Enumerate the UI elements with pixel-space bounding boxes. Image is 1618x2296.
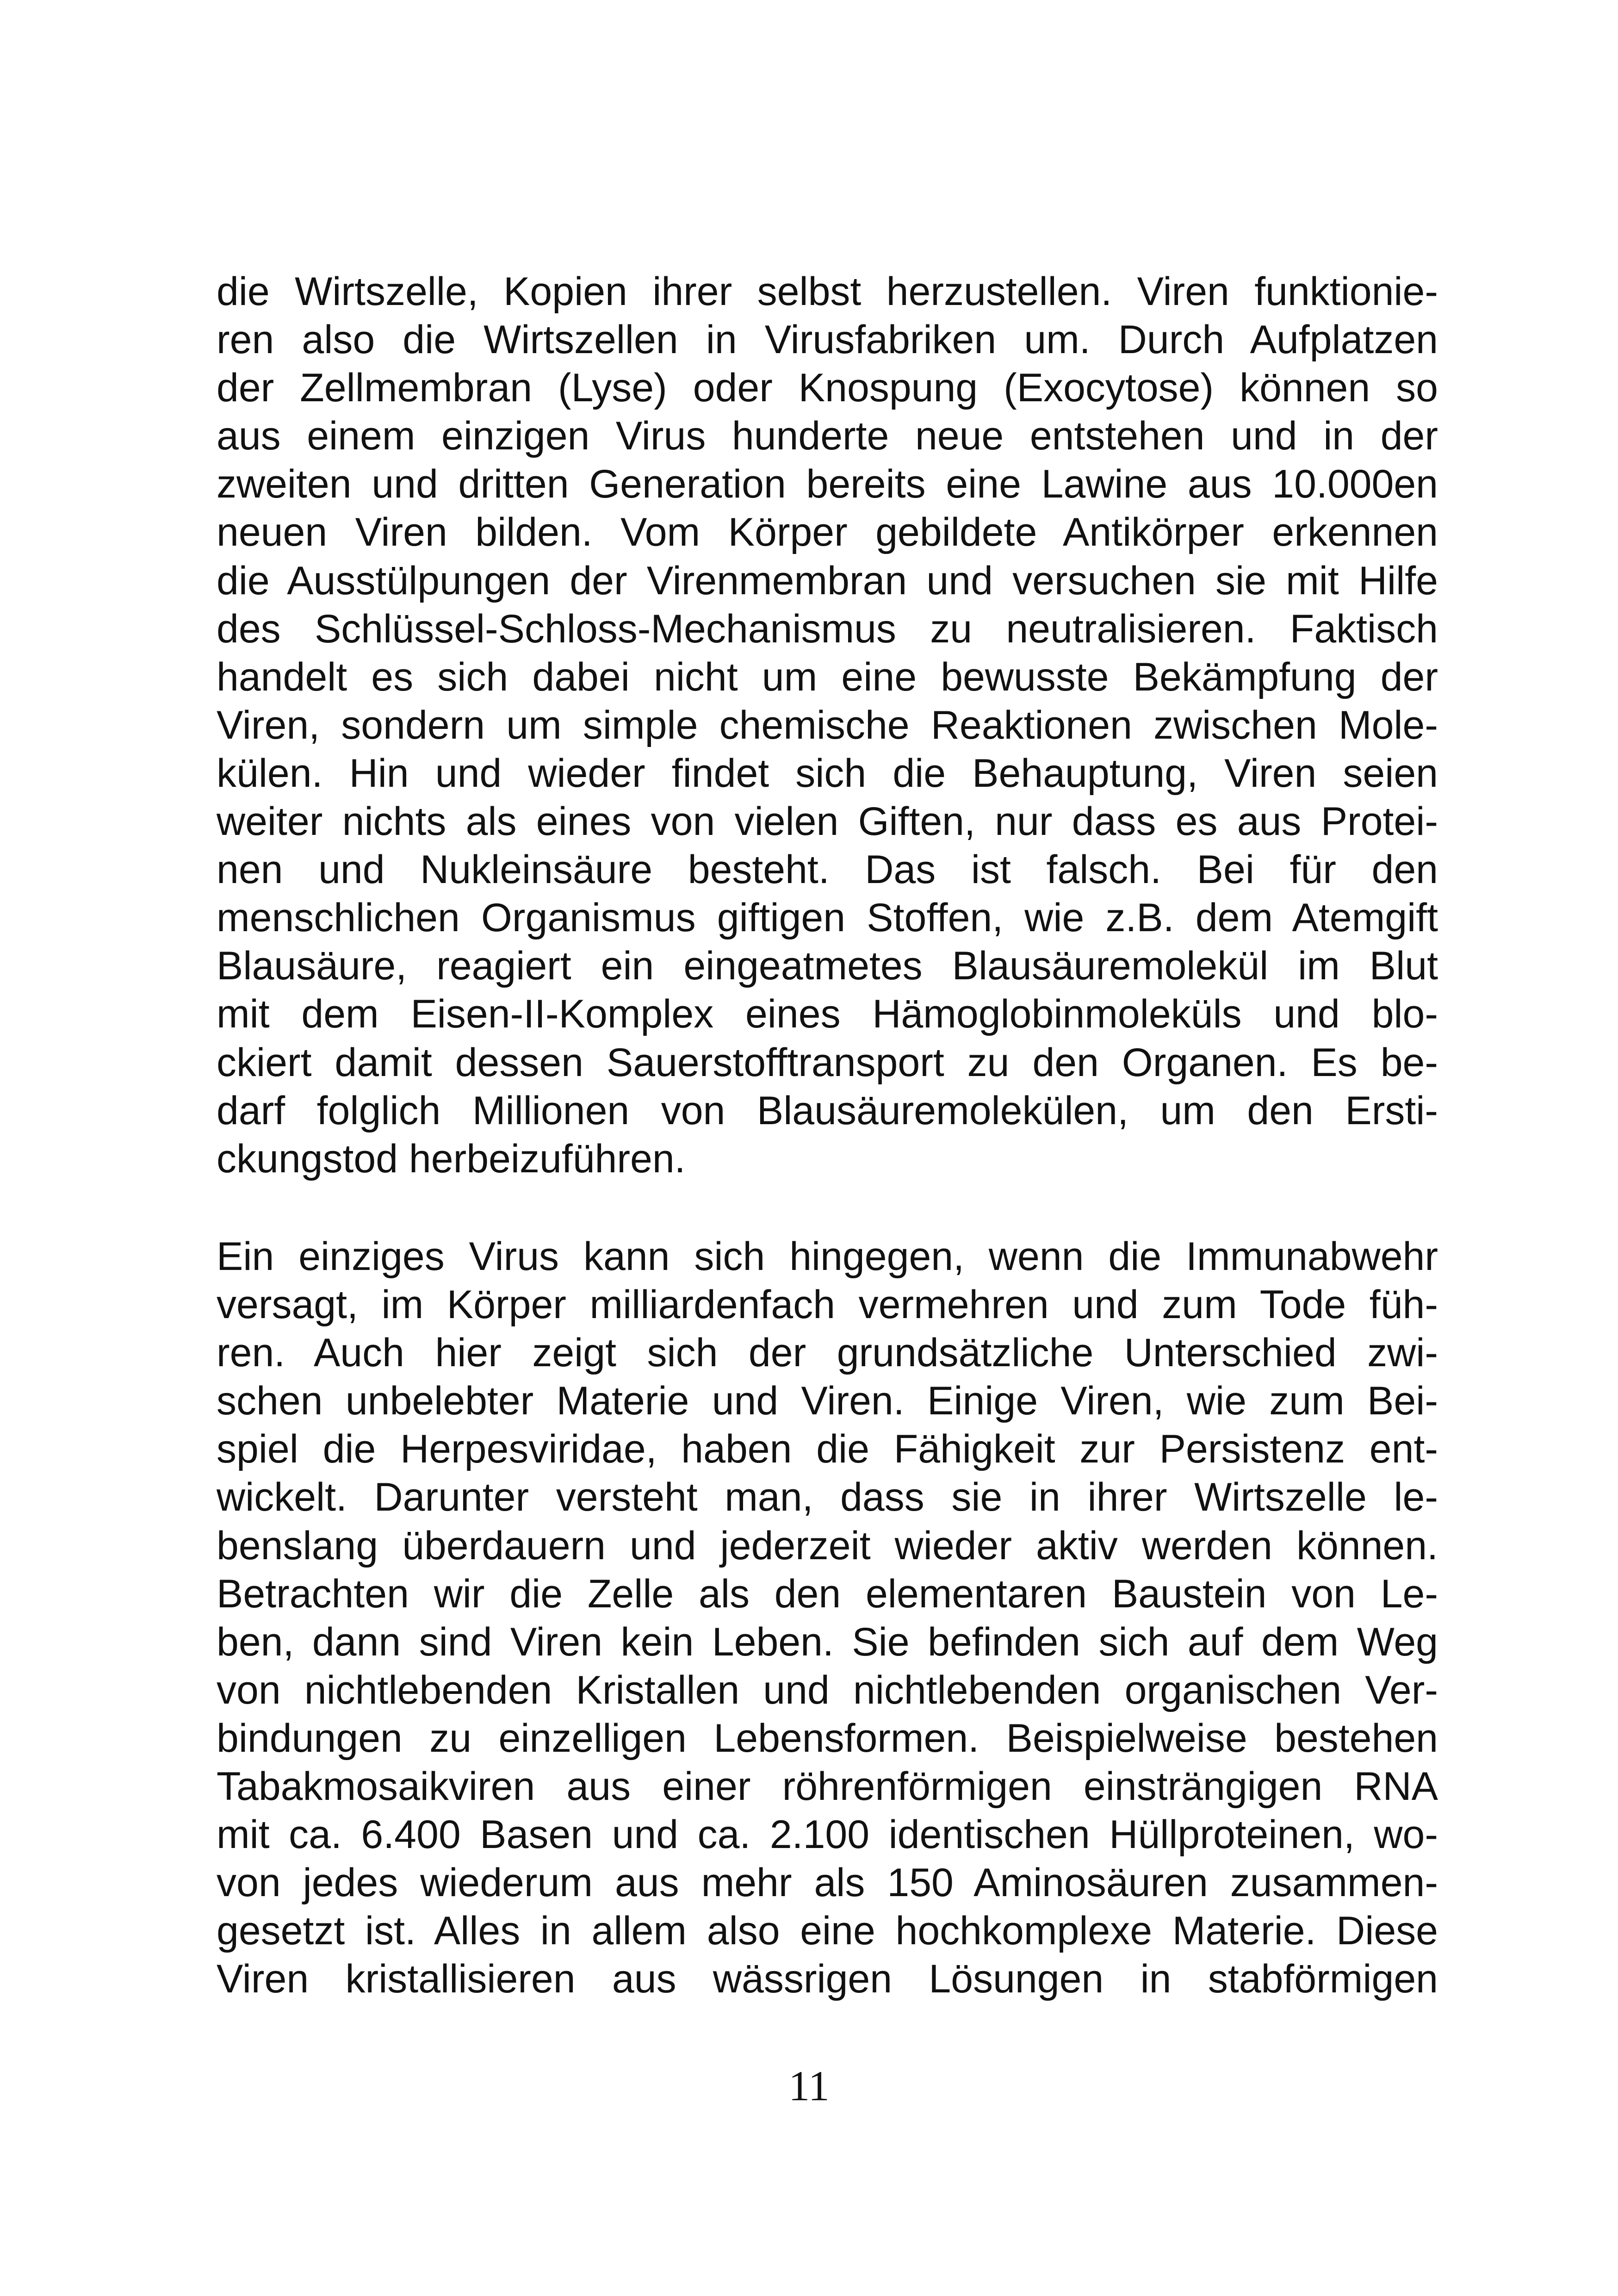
page-number: 11 bbox=[788, 2062, 830, 2109]
text-line: ben, dann sind Viren kein Leben. Sie befinden sich auf dem Weg bbox=[217, 1619, 1438, 1664]
text-line: von jedes wiederum aus mehr als 150 Aminosäuren zusammen- bbox=[217, 1860, 1438, 1905]
text-line: bindungen zu einzelligen Lebensformen. Beispielweise bestehen bbox=[217, 1716, 1438, 1761]
text-line: nen und Nukleinsäure besteht. Das ist falsch. Bei für den bbox=[217, 847, 1438, 892]
text-line: des Schlüssel-Schloss-Mechanismus zu neutralisieren. Faktisch bbox=[217, 606, 1438, 651]
text-line: die Ausstülpungen der Virenmembran und versuchen sie mit Hilfe bbox=[217, 558, 1438, 603]
text-line: spiel die Herpesviridae, haben die Fähigkeit zur Persistenz ent- bbox=[217, 1427, 1438, 1472]
text-line: Viren kristallisieren aus wässrigen Lösungen in stabförmigen bbox=[217, 1957, 1438, 2002]
text-line: Betrachten wir die Zelle als den elementaren Baustein von Le- bbox=[217, 1571, 1438, 1616]
text-line: darf folglich Millionen von Blausäuremolekülen, um den Ersti- bbox=[217, 1088, 1438, 1133]
text-line: ckiert damit dessen Sauerstofftransport zu den Organen. Es be- bbox=[217, 1040, 1438, 1085]
text-line: zweiten und dritten Generation bereits eine Lawine aus 10.000en bbox=[217, 462, 1438, 507]
text-line: aus einem einzigen Virus hunderte neue entstehen und in der bbox=[217, 414, 1438, 459]
text-line: ren. Auch hier zeigt sich der grundsätzliche Unterschied zwi- bbox=[217, 1331, 1438, 1375]
text-line: handelt es sich dabei nicht um eine bewusste Bekämpfung der bbox=[217, 654, 1438, 699]
text-line: gesetzt ist. Alles in allem also eine hochkomplexe Materie. Diese bbox=[217, 1909, 1438, 1954]
text-line: schen unbelebter Materie und Viren. Einige Viren, wie zum Bei- bbox=[217, 1379, 1438, 1424]
text-line: menschlichen Organismus giftigen Stoffen, wie z.B. dem Atemgift bbox=[217, 896, 1438, 940]
text-line: versagt, im Körper milliardenfach vermehren und zum Tode füh- bbox=[217, 1282, 1438, 1327]
text-line: mit dem Eisen-II-Komplex eines Hämoglobinmoleküls und blo- bbox=[217, 992, 1438, 1037]
text-line: Ein einziges Virus kann sich hingegen, wenn die Immunabwehr bbox=[217, 1234, 1438, 1279]
text-line: ren also die Wirtszellen in Virusfabriken um. Durch Aufplatzen bbox=[217, 317, 1438, 362]
text-line: wickelt. Darunter versteht man, dass sie in ihrer Wirtszelle le- bbox=[217, 1475, 1438, 1520]
text-line: Viren, sondern um simple chemische Reaktionen zwischen Mole- bbox=[217, 703, 1438, 747]
paragraph-1 bbox=[217, 268, 1438, 1183]
text-line: Blausäure, reagiert ein eingeatmetes Blausäuremolekül im Blut bbox=[217, 944, 1438, 989]
text-line: mit ca. 6.400 Basen und ca. 2.100 identischen Hüllproteinen, wo- bbox=[217, 1812, 1438, 1857]
text-line: weiter nichts als eines von vielen Giften, nur dass es aus Protei- bbox=[217, 799, 1438, 844]
text-line: benslang überdauern und jederzeit wieder aktiv werden können. bbox=[217, 1523, 1438, 1568]
paragraph-2 bbox=[217, 1232, 1438, 2004]
text-line: die Wirtszelle, Kopien ihrer selbst herzustellen. Viren funktionie- bbox=[217, 269, 1438, 314]
text-line: ckungstod herbeizuführen. bbox=[217, 1136, 686, 1181]
text-line: neuen Viren bilden. Vom Körper gebildete Antikörper erkennen bbox=[217, 510, 1438, 555]
text-line: Tabakmosaikviren aus einer röhrenförmigen einsträngigen RNA bbox=[217, 1764, 1438, 1809]
text-line: von nichtlebenden Kristallen und nichtlebenden organischen Ver- bbox=[217, 1668, 1438, 1712]
text-line: külen. Hin und wieder findet sich die Behauptung, Viren seien bbox=[217, 751, 1438, 796]
text-line: der Zellmembran (Lyse) oder Knospung (Exocytose) können so bbox=[217, 366, 1438, 411]
